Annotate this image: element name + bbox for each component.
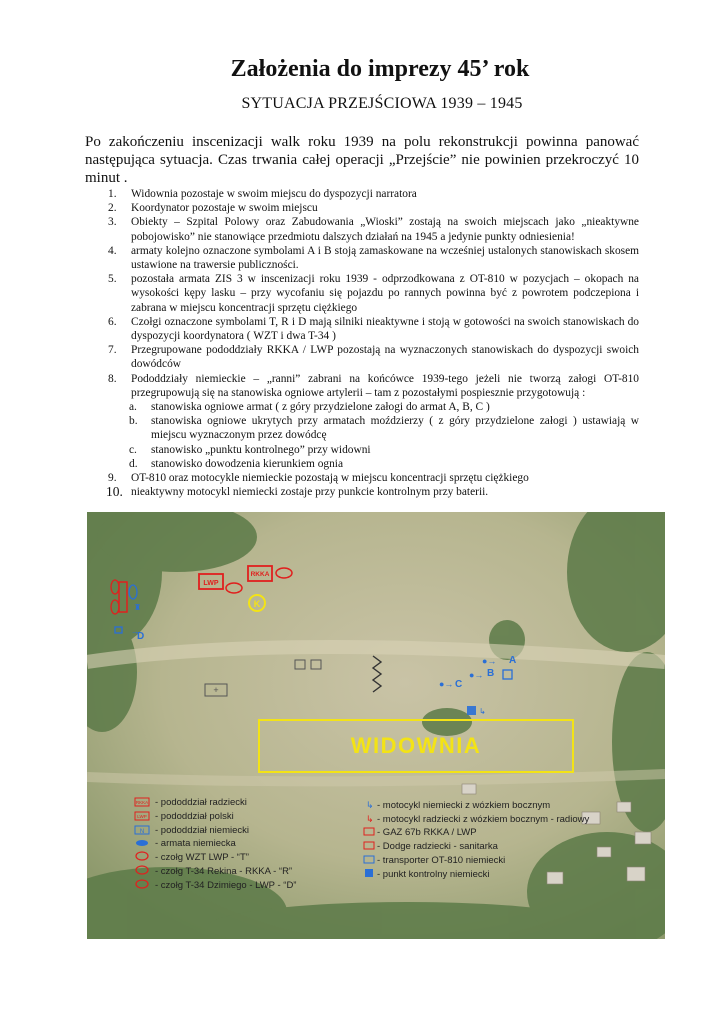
motorcycle-legend-icon: ↳ (366, 800, 374, 810)
rkka-label: RKKA (250, 571, 270, 578)
legend-text: - motocykl radziecki z wózkiem bocznym - radiowy (377, 814, 590, 825)
list-item: 2. Koordynator pozostaje w swoim miejscu (108, 202, 318, 215)
numbered-list (85, 187, 639, 499)
svg-text:LWP: LWP (137, 814, 147, 819)
gun-legend-icon (136, 840, 148, 846)
svg-text:→: → (131, 627, 139, 636)
control-point-k-label: K (253, 599, 261, 609)
gun-a-label: A (509, 655, 517, 666)
legend-text: - pododdział radziecki (155, 797, 247, 808)
legend-text: - transporter OT-810 niemiecki (377, 855, 506, 866)
legend-text: - czołg T-34 Rekina - RKKA - “R” (155, 866, 293, 877)
map-canvas (87, 512, 665, 939)
aerial-map (87, 512, 665, 939)
gun-c-label: C (455, 679, 463, 690)
legend-text: - motocykl niemiecki z wózkiem bocznym (377, 800, 551, 811)
sub-list-item: b. stanowiska ogniowe ukrytych przy armatach moździerzy ( z góry przydzielone załogi ) ustawiają w miejscu wyznaczonym przez dowódcę (129, 415, 639, 442)
legend-text: - armata niemiecka (155, 838, 236, 849)
legend-text: - punkt kontrolny niemiecki (377, 869, 490, 880)
motorcycle-icon: ↳ (479, 707, 486, 716)
widownia-label: WIDOWNIA (350, 733, 482, 758)
gun-icon: ●→ (439, 679, 454, 689)
control-point-icon (467, 706, 476, 715)
list-item: 9. OT-810 oraz motocykle niemieckie pozostają w miejscu koncentracji sprzętu ciężkiego (108, 472, 529, 485)
legend-text: - czołg WZT LWP - “T” (155, 852, 249, 863)
list-item: 3. Obiekty – Szpital Polowy oraz Zabudowania „Wioski” zostają na swoich miejscach jako „nieaktywne pobojowisko” nie stanowiące przedmiotu dalszych działań na 1945 a jedynie punkty odniesienia! (108, 216, 639, 243)
sub-list-item: c. stanowisko „punktu kontrolnego” przy widowni (129, 443, 371, 456)
legend-text: - Dodge radziecki - sanitarka (377, 841, 498, 852)
list-item: 1. Widownia pozostaje w swoim miejscu do dyspozycji narratora (108, 188, 417, 200)
sub-list-item: a. stanowiska ogniowe armat ( z góry przydzielone załogi do armat A, B, C ) (129, 401, 490, 414)
page-title: Założenia do imprezy 45’ rok (230, 56, 530, 82)
svg-text:RKKA: RKKA (135, 800, 149, 805)
intro-paragraph: Po zakończeniu inscenizacji walk roku 1939 na polu rekonstrukcji powinna panować następująca sytuacja. Czas trwania całej operacji „Przejście” nie powinien przekroczyć 10 minut . (85, 134, 639, 186)
legend-text: - czołg T-34 Dzimiego - LWP - “D” (155, 880, 297, 891)
control-point-legend-icon (365, 869, 373, 877)
svg-text:♜: ♜ (134, 603, 142, 612)
list-item: 5. pozostała armata ZIS 3 w inscenizacji roku 1939 - odprzodkowana z OT-810 w pozycjach – okopach na wysokości kępy lasku – przy wycofaniu się pojazdu po rannych powinna być z powrotem podczepiona i zabrana w miejscu koncentracji sprzętu ciężkiego (108, 273, 639, 314)
page-subtitle: SYTUACJA PRZEJŚCIOWA 1939 – 1945 (241, 95, 523, 112)
gun-icon: ●→ (469, 670, 484, 680)
list-item: 10. nieaktywny motocykl niemiecki zostaje przy punkcie kontrolnym przy baterii. (106, 484, 489, 500)
tank-d-label: D (137, 631, 145, 642)
sub-list-item: d. stanowisko dowodzenia kierunkiem ognia (129, 457, 344, 470)
gun-icon: ●→ (482, 656, 497, 666)
legend-text: - pododdział niemiecki (155, 825, 249, 836)
list-item: 7. Przegrupowane pododdziały RKKA / LWP pozostają na wyznaczonych stanowiskach do dyspozycji swoich dowódców (108, 344, 639, 371)
list-item: 4. armaty kolejno oznaczone symbolami A i B stoją zamaskowane na wcześniej ustalonych stanowiskach skosem ustawione na trawersie publiczności. (108, 244, 639, 272)
svg-text:+: + (213, 685, 219, 695)
lwp-label: LWP (203, 580, 219, 587)
legend-text: - GAZ 67b RKKA / LWP (377, 827, 477, 838)
list-item: 8. Pododdziały niemieckie – „ranni” zabrani na końcówce 1939-tego jeżeli nie tworzą załogi OT-810 przegrupowują się na stanowiska ogniowe artylerii – tam z pozostałymi pospiesznie przygotowują : (108, 372, 639, 399)
legend-text: - pododdział polski (155, 811, 234, 822)
list-item: 6. Czołgi oznaczone symbolami T, R i D mają silniki nieaktywne i stoją w gotowości na swoich stanowiskach do dyspozycji koordynatora ( WZT i dwa T-34 ) (108, 315, 639, 343)
gun-b-label: B (487, 668, 495, 679)
svg-text:N: N (139, 829, 145, 835)
motorcycle-legend-icon: ↳ (366, 814, 374, 824)
